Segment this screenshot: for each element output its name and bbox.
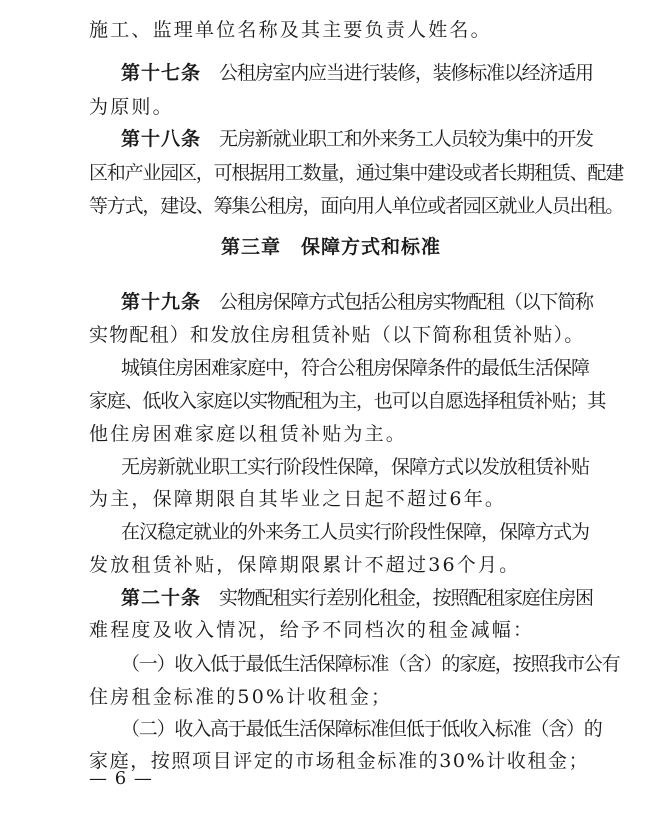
text-line <box>89 317 589 353</box>
line-text: 住房租金标准的50%计收租金； <box>89 686 393 708</box>
line-text: 等方式，建设、筹集公租房，面向用人单位或者园区就业人员出租。 <box>89 195 624 217</box>
text-line <box>89 547 589 583</box>
text-line <box>89 612 589 648</box>
line-text: 为原则。 <box>89 96 174 118</box>
page-number: — 6 — <box>89 768 153 789</box>
line-text: 城镇住房困难家庭中，符合公租房保障条件的最低生活保障 <box>121 357 590 379</box>
text-line <box>121 711 602 747</box>
text-line <box>89 679 589 715</box>
article-number: 第十七条 <box>121 62 202 84</box>
line-text: 施工、监理单位名称及其主要负责人姓名。 <box>89 19 492 41</box>
text-line <box>89 383 606 419</box>
text-line <box>121 646 620 682</box>
text-line <box>89 12 589 48</box>
text-line <box>89 416 589 452</box>
line-text: 他住房困难家庭以租赁补贴为主。 <box>89 423 408 445</box>
line-text: （一）收入低于最低生活保障标准（含）的家庭，按照我市公有 <box>121 653 620 675</box>
article-19-line <box>121 284 593 320</box>
article-20-line <box>121 580 593 616</box>
line-text: 难程度及收入情况，给予不同档次的租金减幅： <box>89 619 535 641</box>
line-text: 家庭，按照项目评定的市场租金标准的30%计收租金； <box>89 750 590 772</box>
article-17-line <box>121 55 593 91</box>
line-text: 家庭、低收入家庭以实物配租为主，也可以自愿选择租赁补贴；其 <box>89 390 606 412</box>
text-line <box>89 743 589 779</box>
line-text: 为主，保障期限自其毕业之日起不超过6年。 <box>89 488 507 510</box>
chapter-heading: 第三章 保障方式和标准 <box>220 236 441 258</box>
line-text: 公租房室内应当进行装修，装修标准以经济适用 <box>219 62 593 84</box>
article-18-line <box>121 121 593 157</box>
text-line <box>89 481 589 517</box>
line-text: 实物配租）和发放住房租赁补贴（以下简称租赁补贴）。 <box>89 324 585 346</box>
text-line <box>89 188 624 224</box>
article-number: 第二十条 <box>121 587 202 609</box>
text-line <box>121 514 589 550</box>
line-text: 发放租赁补贴，保障期限累计不超过36个月。 <box>89 554 521 576</box>
line-text: （二）收入高于最低生活保障标准但低于低收入标准（含）的 <box>121 718 602 740</box>
text-line <box>89 89 589 125</box>
line-text: 无房新就业职工和外来务工人员较为集中的开发 <box>219 128 593 150</box>
line-text: 公租房保障方式包括公租房实物配租（以下简称 <box>219 291 593 313</box>
article-number: 第十八条 <box>121 128 202 150</box>
article-number: 第十九条 <box>121 291 202 313</box>
text-line <box>121 350 589 386</box>
line-text: 无房新就业职工实行阶段性保障，保障方式以发放租赁补贴 <box>121 456 590 478</box>
text-line <box>121 449 589 485</box>
line-text: 区和产业园区，可根据用工数量，通过集中建设或者长期租赁、配建 <box>89 162 624 184</box>
text-line <box>89 155 624 191</box>
line-text: 在汉稳定就业的外来务工人员实行阶段性保障，保障方式为 <box>121 521 590 543</box>
line-text: 实物配租实行差别化租金，按照配租家庭住房困 <box>219 587 593 609</box>
